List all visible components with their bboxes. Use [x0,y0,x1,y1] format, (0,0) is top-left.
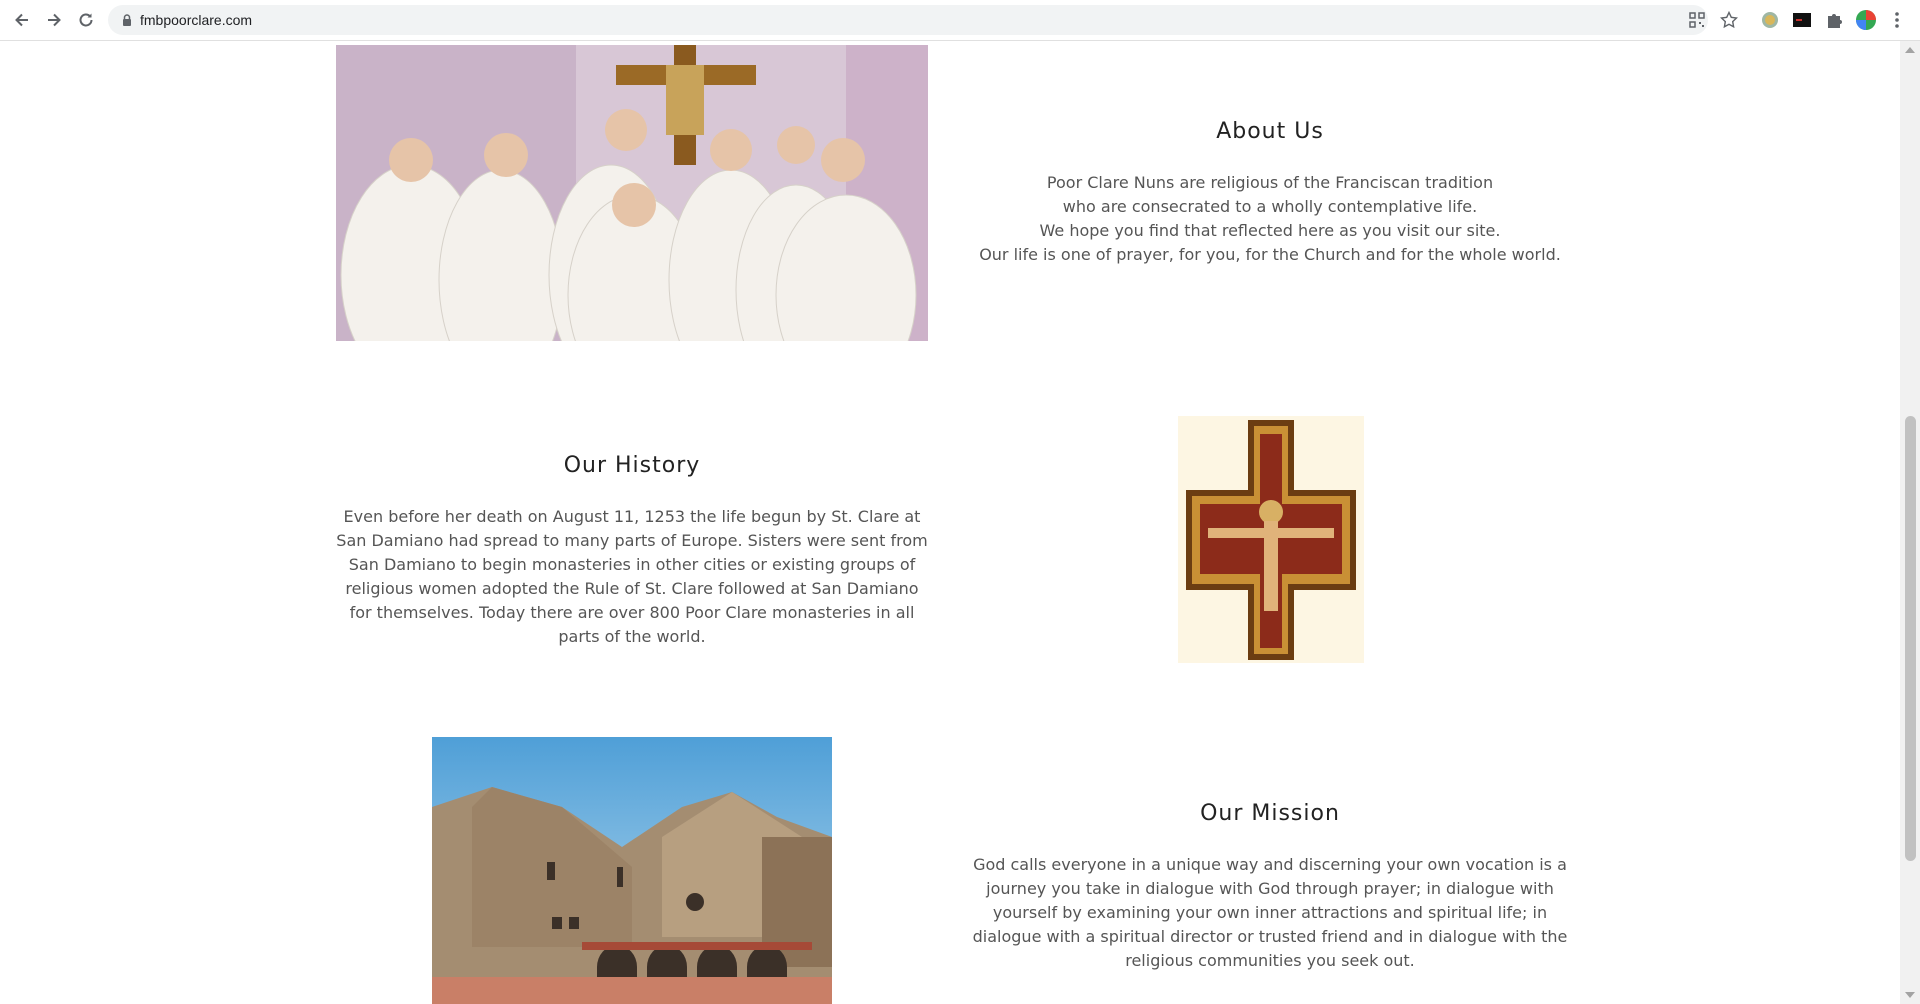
monastery-illustration [432,737,832,1004]
about-line-4: Our life is one of prayer, for you, for the Church and for the whole world. [979,245,1561,264]
browser-toolbar [0,0,1920,41]
bookmark-star-icon[interactable] [1720,11,1738,29]
profile-avatar-icon[interactable] [1855,9,1877,31]
scroll-up-arrow[interactable] [1905,47,1915,53]
scroll-down-arrow[interactable] [1905,992,1915,998]
arrow-right-icon [45,11,63,29]
lock-icon[interactable] [120,13,134,27]
page-content [0,41,1900,1004]
about-title: About Us [1216,119,1324,144]
crucifix-illustration [1178,416,1364,663]
nuns-group-photo [336,45,928,341]
reload-icon [77,11,95,29]
about-line-1: Poor Clare Nuns are religious of the Franciscan tradition [1046,173,1494,192]
about-line-2: who are consecrated to a wholly contemplative life. [1062,197,1478,216]
vertical-scrollbar[interactable] [1900,41,1920,1004]
about-line-3: We hope you find that reflected here as you visit our site. [1039,221,1501,240]
nuns-group-illustration [336,45,928,341]
extension-globe-icon[interactable] [1760,10,1780,30]
extension-terminal-icon[interactable] [1792,10,1812,30]
about-text-block [962,171,1578,267]
url-text[interactable]: fmbpoorclare.com [140,12,253,28]
address-bar[interactable] [108,5,1708,35]
mission-title: Our Mission [1200,801,1340,826]
arrow-left-icon [13,11,31,29]
forward-button[interactable] [42,8,66,32]
san-damiano-cross-image [1178,416,1364,663]
qr-code-icon[interactable] [1688,11,1706,29]
history-text: Even before her death on August 11, 1253 the life begun by St. Clare at San Damiano had spread to many parts of Europe. Sisters were sent from San Damiano to begin monasteries in other cities or existing groups of religious women adopted the Rule of St. Clare followed at San Damiano for themselves. Today there are over 800 Poor Clare monasteries in all parts of the world. [336,507,928,646]
menu-kebab-icon[interactable] [1887,10,1907,30]
extensions-puzzle-icon[interactable] [1824,10,1844,30]
scroll-thumb[interactable] [1905,416,1916,861]
back-button[interactable] [10,8,34,32]
san-damiano-building-photo [432,737,832,1004]
history-title: Our History [563,453,701,478]
reload-button[interactable] [74,8,98,32]
mission-text: God calls everyone in a unique way and discerning your own vocation is a journey you take in dialogue with God through prayer; in dialogue with yourself by examining your own inner attractions and spiritual life; in dialogue with a spiritual director or trusted friend and in dialogue with the religious communities you seek out. [972,855,1568,970]
